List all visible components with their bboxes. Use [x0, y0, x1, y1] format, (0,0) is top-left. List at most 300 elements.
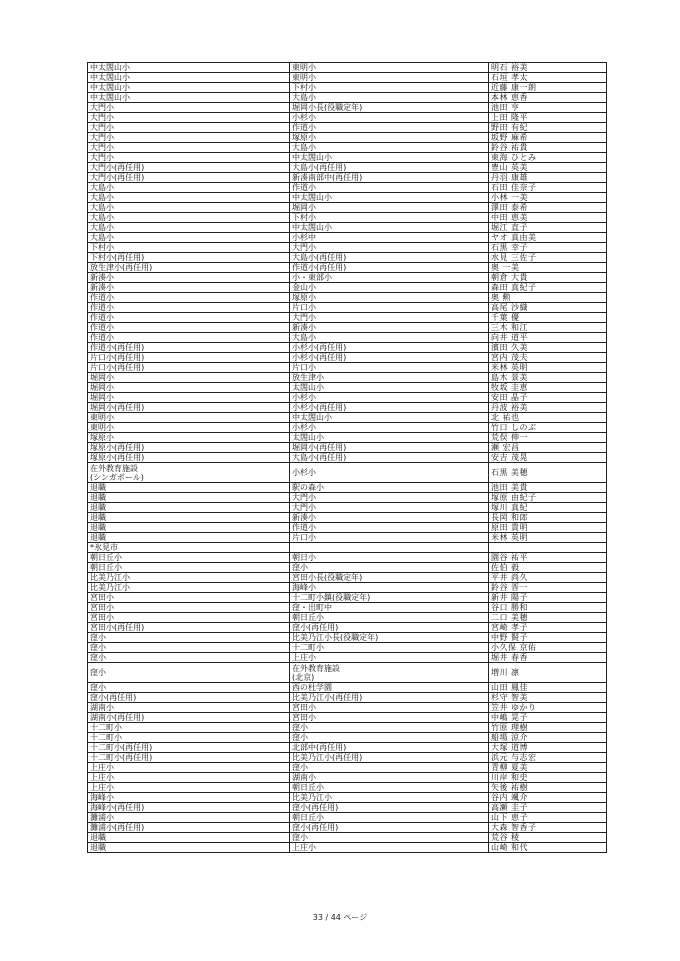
- table-row: [88, 553, 607, 563]
- to-school-cell: 海峰小: [290, 583, 489, 593]
- table-row: [88, 223, 607, 233]
- person-name-cell: 千葉 優: [489, 313, 607, 323]
- from-school-cell: 中太閤山小: [88, 83, 290, 93]
- to-school-cell: 大島小(再任用): [290, 453, 489, 463]
- from-school-cell: 湖南小(再任用): [88, 713, 290, 723]
- table-row: [88, 733, 607, 743]
- table-row: [88, 233, 607, 243]
- person-name-cell: 石垣 孝太: [489, 73, 607, 83]
- person-name-cell: 谷内 颯介: [489, 793, 607, 803]
- person-name-cell: 池田 美貴: [489, 483, 607, 493]
- table-row: [88, 173, 607, 183]
- person-name-cell: 池田 亨: [489, 103, 607, 113]
- table-row: [88, 683, 607, 693]
- from-school-cell: 塚原小: [88, 433, 290, 443]
- table-row: [88, 603, 607, 613]
- from-school-cell: 窪小: [88, 663, 290, 683]
- from-school-cell: 宮田小(再任用): [88, 623, 290, 633]
- person-name-cell: 宮内 茂夫: [489, 353, 607, 363]
- from-school-cell: 窪小: [88, 643, 290, 653]
- to-school-cell: 小杉小: [290, 393, 489, 403]
- person-name-cell: 塚川 真紀: [489, 503, 607, 513]
- table-row: [88, 713, 607, 723]
- person-name-cell: 水見 三佐子: [489, 253, 607, 263]
- from-school-cell: 堀岡小: [88, 383, 290, 393]
- from-school-cell: 上庄小: [88, 763, 290, 773]
- table-row: [88, 93, 607, 103]
- table-row: [88, 483, 607, 493]
- to-school-cell: 東明小: [290, 73, 489, 83]
- to-school-cell: 上庄小: [290, 843, 489, 853]
- from-school-cell: 十二町小(再任用): [88, 753, 290, 763]
- table-row: [88, 623, 607, 633]
- page-number: 33 / 44 ページ: [312, 913, 368, 922]
- table-row: [88, 453, 607, 463]
- to-school-cell: 大門小: [290, 313, 489, 323]
- table-row: [88, 73, 607, 83]
- table-row: [88, 333, 607, 343]
- table-row: [88, 253, 607, 263]
- person-name-cell: 安吉 茂晃: [489, 453, 607, 463]
- personnel-transfer-table: [87, 62, 607, 853]
- table-row: [88, 753, 607, 763]
- person-name-cell: 青柳 夏美: [489, 763, 607, 773]
- table-row: [88, 163, 607, 173]
- from-school-cell: 宮田小: [88, 593, 290, 603]
- from-school-cell: 十二町小(再任用): [88, 743, 290, 753]
- person-name-cell: 鈴谷 祐貴: [489, 143, 607, 153]
- table-row: [88, 133, 607, 143]
- to-school-cell: 中太閤山小: [290, 223, 489, 233]
- from-school-cell: 大島小: [88, 223, 290, 233]
- to-school-cell: 小杉小: [290, 113, 489, 123]
- person-name-cell: 船場 涼介: [489, 733, 607, 743]
- from-school-cell: 退職: [88, 533, 290, 543]
- to-school-cell: 塚原小: [290, 133, 489, 143]
- person-name-cell: 明石 裕美: [489, 63, 607, 73]
- to-school-cell: 西の杜学園: [290, 683, 489, 693]
- from-school-cell: 窪小(再任用): [88, 693, 290, 703]
- to-school-cell: 大島小(再任用): [290, 163, 489, 173]
- from-school-cell: *氷見市: [88, 543, 290, 553]
- table-row: [88, 203, 607, 213]
- person-name-cell: 原田 貴明: [489, 523, 607, 533]
- to-school-cell: 十二町小: [290, 643, 489, 653]
- person-name-cell: 中田 恵美: [489, 213, 607, 223]
- from-school-cell: 退職: [88, 493, 290, 503]
- to-school-cell: 比美乃江小: [290, 793, 489, 803]
- to-school-cell: 大門小: [290, 243, 489, 253]
- to-school-cell: 作道小: [290, 123, 489, 133]
- from-school-cell: 海峰小: [88, 793, 290, 803]
- person-name-cell: 米林 英明: [489, 533, 607, 543]
- table-row: [88, 63, 607, 73]
- table-row: [88, 303, 607, 313]
- person-name-cell: 奥 一美: [489, 263, 607, 273]
- table-row: [88, 263, 607, 273]
- to-school-cell: 作道小(再任用): [290, 263, 489, 273]
- table-row: [88, 443, 607, 453]
- table-row: [88, 633, 607, 643]
- to-school-cell: 朝日丘小: [290, 613, 489, 623]
- table-row: [88, 793, 607, 803]
- to-school-cell: 塚原小: [290, 293, 489, 303]
- table-row: [88, 743, 607, 753]
- table-row: [88, 193, 607, 203]
- from-school-cell: 大島小: [88, 183, 290, 193]
- from-school-cell: 中太閤山小: [88, 63, 290, 73]
- to-school-cell: 堀岡小(再任用): [290, 443, 489, 453]
- to-school-cell: 下村小: [290, 83, 489, 93]
- person-name-cell: 塚原 由紀子: [489, 493, 607, 503]
- person-name-cell: 平井 尚久: [489, 573, 607, 583]
- person-name-cell: 石田 佳奈子: [489, 183, 607, 193]
- table-row: [88, 313, 607, 323]
- person-name-cell: 鈴谷 晋一: [489, 583, 607, 593]
- person-name-cell: 森田 真紀子: [489, 283, 607, 293]
- table-row: [88, 143, 607, 153]
- from-school-cell: 堀岡小: [88, 393, 290, 403]
- table-row: [88, 463, 607, 483]
- to-school-cell: 湖南小: [290, 773, 489, 783]
- person-name-cell: 東海 ひとみ: [489, 153, 607, 163]
- to-school-cell: 大島小: [290, 93, 489, 103]
- person-name-cell: 本林 恵香: [489, 93, 607, 103]
- from-school-cell: 灘浦小: [88, 813, 290, 823]
- person-name-cell: 北 祐也: [489, 413, 607, 423]
- table-row: [88, 243, 607, 253]
- table-row: [88, 403, 607, 413]
- from-school-cell: 朝日丘小: [88, 553, 290, 563]
- table-row: [88, 583, 607, 593]
- person-name-cell: 荒俣 伸一: [489, 433, 607, 443]
- person-name-cell: 石黒 美穂: [489, 463, 607, 483]
- from-school-cell: 十二町小: [88, 733, 290, 743]
- from-school-cell: 作道小: [88, 303, 290, 313]
- to-school-cell: 片口小: [290, 533, 489, 543]
- from-school-cell: 作道小: [88, 333, 290, 343]
- table-row: [88, 123, 607, 133]
- table-row: [88, 103, 607, 113]
- person-name-cell: 荒谷 稜: [489, 833, 607, 843]
- to-school-cell: 放生津小: [290, 373, 489, 383]
- person-name-cell: 谷口 勝和: [489, 603, 607, 613]
- to-school-cell: 片口小: [290, 363, 489, 373]
- table-body: [88, 63, 607, 853]
- table-row: [88, 373, 607, 383]
- to-school-cell: 大島小: [290, 143, 489, 153]
- person-name-cell: 丹波 裕美: [489, 403, 607, 413]
- to-school-cell: 新湊南部中(再任用): [290, 173, 489, 183]
- table-row: [88, 283, 607, 293]
- person-name-cell: 宮崎 孝子: [489, 623, 607, 633]
- from-school-cell: 片口小(再任用): [88, 353, 290, 363]
- to-school-cell: 小杉小(再任用): [290, 403, 489, 413]
- from-school-cell: 大門小(再任用): [88, 163, 290, 173]
- from-school-cell: 大門小(再任用): [88, 173, 290, 183]
- table-row: [88, 513, 607, 523]
- table-row: [88, 843, 607, 853]
- person-name-cell: 三木 和江: [489, 323, 607, 333]
- person-name-cell: 高瀬 圭子: [489, 803, 607, 813]
- to-school-cell: 小杉小(再任用): [290, 343, 489, 353]
- to-school-cell: 窪小(再任用): [290, 623, 489, 633]
- to-school-cell: 太閤山小: [290, 383, 489, 393]
- from-school-cell: 大島小: [88, 213, 290, 223]
- from-school-cell: 大門小: [88, 113, 290, 123]
- to-school-cell: 大島小(再任用): [290, 253, 489, 263]
- person-name-cell: 濱田 久美: [489, 343, 607, 353]
- table-row: [88, 153, 607, 163]
- person-name-cell: 竹原 理樹: [489, 723, 607, 733]
- person-name-cell: 新井 陽子: [489, 593, 607, 603]
- table-row: [88, 533, 607, 543]
- person-name-cell: ヤオ 真由美: [489, 233, 607, 243]
- to-school-cell: 窪小: [290, 763, 489, 773]
- table-row: [88, 353, 607, 363]
- to-school-cell: 小杉小: [290, 423, 489, 433]
- to-school-cell: 大門小: [290, 503, 489, 513]
- table-row: [88, 593, 607, 603]
- person-name-cell: 奥 勲: [489, 293, 607, 303]
- from-school-cell: 東明小: [88, 413, 290, 423]
- from-school-cell: 中太閤山小: [88, 93, 290, 103]
- person-name-cell: [489, 543, 607, 553]
- table-row: [88, 293, 607, 303]
- person-name-cell: 近藤 康一朗: [489, 83, 607, 93]
- from-school-cell: 比美乃江小: [88, 583, 290, 593]
- table-row: [88, 383, 607, 393]
- person-name-cell: 佐伯 毅: [489, 563, 607, 573]
- to-school-cell: 上庄小: [290, 653, 489, 663]
- to-school-cell: 下村小: [290, 213, 489, 223]
- from-school-cell: 大島小: [88, 203, 290, 213]
- from-school-cell: 新湊小: [88, 273, 290, 283]
- person-name-cell: 小久保 京佑: [489, 643, 607, 653]
- to-school-cell: 比美乃江小(再任用): [290, 693, 489, 703]
- to-school-cell: 堀岡小長(役職定年): [290, 103, 489, 113]
- to-school-cell: 小杉中: [290, 233, 489, 243]
- to-school-cell: 窪小: [290, 723, 489, 733]
- from-school-cell: 大門小: [88, 123, 290, 133]
- table-row: [88, 573, 607, 583]
- table-row: [88, 783, 607, 793]
- person-name-cell: 長岡 和郎: [489, 513, 607, 523]
- table-row: [88, 213, 607, 223]
- to-school-cell: 朝日丘小: [290, 783, 489, 793]
- from-school-cell: 堀岡小(再任用): [88, 403, 290, 413]
- person-name-cell: 小林 一美: [489, 193, 607, 203]
- to-school-cell: 作道小: [290, 523, 489, 533]
- table-row: [88, 763, 607, 773]
- to-school-cell: 太閤山小: [290, 433, 489, 443]
- person-name-cell: 園谷 祐平: [489, 553, 607, 563]
- from-school-cell: 湖南小: [88, 703, 290, 713]
- from-school-cell: 作道小(再任用): [88, 343, 290, 353]
- to-school-cell: 窪小(再任用): [290, 823, 489, 833]
- from-school-cell: 窪小: [88, 653, 290, 663]
- person-name-cell: 坂野 麻希: [489, 133, 607, 143]
- to-school-cell: 北部中(再任用): [290, 743, 489, 753]
- table-row: [88, 833, 607, 843]
- person-name-cell: 上田 隆平: [489, 113, 607, 123]
- from-school-cell: 大門小: [88, 133, 290, 143]
- to-school-cell: 小杉小: [290, 463, 489, 483]
- table-row: [88, 663, 607, 683]
- from-school-cell: 放生津小(再任用): [88, 263, 290, 273]
- to-school-cell: 宮田小: [290, 713, 489, 723]
- table-row: [88, 363, 607, 373]
- from-school-cell: 大門小: [88, 153, 290, 163]
- person-name-cell: 澤田 泰希: [489, 203, 607, 213]
- from-school-cell: 在外教育施設 (シンガポール): [88, 463, 290, 483]
- to-school-cell: 比美乃江小長(役職定年): [290, 633, 489, 643]
- to-school-cell: 朝日小: [290, 553, 489, 563]
- person-name-cell: 丹羽 康雄: [489, 173, 607, 183]
- table-row: [88, 433, 607, 443]
- from-school-cell: 退職: [88, 483, 290, 493]
- to-school-cell: 東明小: [290, 63, 489, 73]
- table-row: [88, 813, 607, 823]
- person-name-cell: 向井 道平: [489, 333, 607, 343]
- person-name-cell: 笠井 ゆかり: [489, 703, 607, 713]
- person-name-cell: 野田 有紀: [489, 123, 607, 133]
- from-school-cell: 大島小: [88, 233, 290, 243]
- person-name-cell: 山田 鳳佳: [489, 683, 607, 693]
- from-school-cell: 中太閤山小: [88, 73, 290, 83]
- person-name-cell: 豊山 英美: [489, 163, 607, 173]
- person-name-cell: 瀬 宏昌: [489, 443, 607, 453]
- from-school-cell: 堀岡小: [88, 373, 290, 383]
- from-school-cell: 海峰小(再任用): [88, 803, 290, 813]
- to-school-cell: 窪・出町中: [290, 603, 489, 613]
- person-name-cell: 山崎 和代: [489, 843, 607, 853]
- to-school-cell: 駅の森小: [290, 483, 489, 493]
- person-name-cell: 竹口 しのぶ: [489, 423, 607, 433]
- to-school-cell: 宮田小: [290, 703, 489, 713]
- from-school-cell: 大門小: [88, 143, 290, 153]
- to-school-cell: 朝日丘小: [290, 813, 489, 823]
- from-school-cell: 退職: [88, 523, 290, 533]
- from-school-cell: 片口小(再任用): [88, 363, 290, 373]
- table-row: [88, 773, 607, 783]
- from-school-cell: 大門小: [88, 103, 290, 113]
- person-name-cell: 浜元 与志宏: [489, 753, 607, 763]
- from-school-cell: 宮田小: [88, 613, 290, 623]
- to-school-cell: 窪小: [290, 733, 489, 743]
- to-school-cell: 小・東部小: [290, 273, 489, 283]
- table-row: [88, 523, 607, 533]
- person-name-cell: 中野 賢子: [489, 633, 607, 643]
- table-row: [88, 543, 607, 553]
- table-row: [88, 183, 607, 193]
- to-school-cell: 宮田小長(役職定年): [290, 573, 489, 583]
- table-row: [88, 423, 607, 433]
- to-school-cell: 新湊小: [290, 323, 489, 333]
- to-school-cell: 在外教育施設 (北京): [290, 663, 489, 683]
- person-name-cell: 中嶋 晃子: [489, 713, 607, 723]
- table-row: [88, 643, 607, 653]
- table-row: [88, 413, 607, 423]
- to-school-cell: 中太閤山小: [290, 413, 489, 423]
- person-name-cell: 牧坂 圭恵: [489, 383, 607, 393]
- from-school-cell: 窪小: [88, 683, 290, 693]
- table-row: [88, 503, 607, 513]
- person-name-cell: 米林 英明: [489, 363, 607, 373]
- person-name-cell: 島木 景美: [489, 373, 607, 383]
- to-school-cell: 大門小: [290, 493, 489, 503]
- from-school-cell: 退職: [88, 833, 290, 843]
- table-row: [88, 613, 607, 623]
- from-school-cell: 下村小: [88, 243, 290, 253]
- from-school-cell: 十二町小: [88, 723, 290, 733]
- from-school-cell: 退職: [88, 513, 290, 523]
- to-school-cell: 十二町小鎮(役職定年): [290, 593, 489, 603]
- to-school-cell: 金山小: [290, 283, 489, 293]
- from-school-cell: 宮田小: [88, 603, 290, 613]
- from-school-cell: 比美乃江小: [88, 573, 290, 583]
- table-row: [88, 703, 607, 713]
- from-school-cell: 上庄小: [88, 773, 290, 783]
- person-name-cell: 川岸 和史: [489, 773, 607, 783]
- person-name-cell: 安田 晶子: [489, 393, 607, 403]
- from-school-cell: 退職: [88, 503, 290, 513]
- table-row: [88, 723, 607, 733]
- table-row: [88, 653, 607, 663]
- from-school-cell: 作道小: [88, 323, 290, 333]
- table-row: [88, 393, 607, 403]
- from-school-cell: 東明小: [88, 423, 290, 433]
- to-school-cell: 片口小: [290, 303, 489, 313]
- table-row: [88, 83, 607, 93]
- from-school-cell: 塚原小(再任用): [88, 443, 290, 453]
- to-school-cell: 作道小: [290, 183, 489, 193]
- to-school-cell: 堀岡小: [290, 203, 489, 213]
- from-school-cell: 作道小: [88, 293, 290, 303]
- person-name-cell: 山下 恵子: [489, 813, 607, 823]
- to-school-cell: 窪小(再任用): [290, 803, 489, 813]
- from-school-cell: 上庄小: [88, 783, 290, 793]
- table-row: [88, 323, 607, 333]
- to-school-cell: 中太閤山小: [290, 193, 489, 203]
- person-name-cell: 大森 智香子: [489, 823, 607, 833]
- from-school-cell: 窪小: [88, 633, 290, 643]
- to-school-cell: 窪小: [290, 563, 489, 573]
- table-row: [88, 493, 607, 503]
- to-school-cell: [290, 543, 489, 553]
- from-school-cell: 新湊小: [88, 283, 290, 293]
- person-name-cell: 増川 凛: [489, 663, 607, 683]
- from-school-cell: 灘浦小(再任用): [88, 823, 290, 833]
- table-row: [88, 273, 607, 283]
- person-name-cell: 矢後 祐樹: [489, 783, 607, 793]
- person-name-cell: 高尾 沙織: [489, 303, 607, 313]
- from-school-cell: 朝日丘小: [88, 563, 290, 573]
- table-row: [88, 803, 607, 813]
- from-school-cell: 塚原小(再任用): [88, 453, 290, 463]
- to-school-cell: 新湊小: [290, 513, 489, 523]
- to-school-cell: 小杉小(再任用): [290, 353, 489, 363]
- person-name-cell: 大塚 道博: [489, 743, 607, 753]
- table-row: [88, 563, 607, 573]
- to-school-cell: 窪小: [290, 833, 489, 843]
- table-row: [88, 113, 607, 123]
- person-name-cell: 堀井 春香: [489, 653, 607, 663]
- person-name-cell: 朝倉 大貴: [489, 273, 607, 283]
- table-row: [88, 693, 607, 703]
- from-school-cell: 退職: [88, 843, 290, 853]
- to-school-cell: 大島小: [290, 333, 489, 343]
